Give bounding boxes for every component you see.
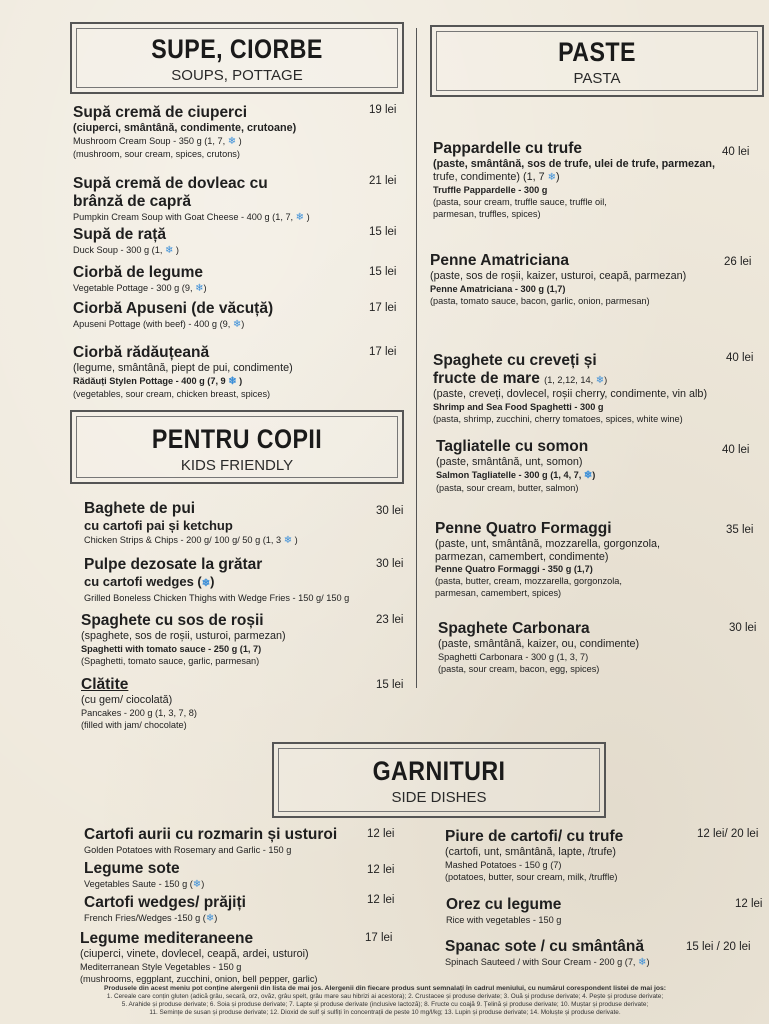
item-text: cu cartofi pai și ketchup [84, 518, 233, 533]
item-text: Cartofi aurii cu rozmarin și usturoi [84, 826, 338, 843]
item-price: 17 lei [365, 932, 393, 944]
menu-item [84, 894, 364, 925]
menu-item [73, 175, 373, 224]
item-text: (mushroom, sour cream, spices, crutons) [73, 148, 240, 159]
item-text: Supă cremă de ciuperci [73, 104, 248, 121]
item-text: Ciorbă Apuseni (de văcuță) [73, 300, 274, 317]
section-title: PENTRU COPII [151, 424, 323, 454]
item-text: Grilled Boneless Chicken Thighs with Wedge Fries - 150 g/ 150 g [84, 593, 350, 603]
item-text: Penne Quatro Formaggi - 350 g (1,7) [435, 564, 593, 574]
item-text: (paste, creveți, dovlecel, roșii cherry, condimente, vin alb) [433, 388, 708, 400]
menu-item [433, 352, 763, 425]
item-text: (pasta, butter, cream, mozzarella, gorgonzola, [435, 576, 622, 586]
item-text: Pulpe dezosate la grătar [84, 556, 263, 573]
item-text: Spaghetti Carbonara - 300 g (1, 3, 7) [438, 651, 589, 662]
frozen-icon: ❄ [283, 535, 293, 546]
item-text: Duck Soup - 300 g (1, ❄ ) [73, 245, 179, 256]
section-title: SUPE, CIORBE [151, 34, 323, 64]
item-text: 5. Arahide și produse derivate; 6. Soia și produse derivate; 7. Lapte și produse derivate (inclusive lactoză); 8. Fructe cu coajă 9. Țelină și produse derivate; 10. Muștar și produse derivate; [121, 1001, 649, 1008]
item-text: Shrimp and Sea Food Spaghetti - 300 g [433, 401, 604, 412]
item-text: Chicken Strips & Chips - 200 g/ 100 g/ 50 g (1, 3 ❄ ) [84, 535, 298, 546]
item-price: 40 lei [722, 444, 750, 456]
item-text: (paste, smântână, sos de trufe, ulei de trufe, parmezan, [433, 158, 715, 170]
item-price: 26 lei [724, 256, 752, 268]
frozen-icon: ❄ [583, 469, 593, 481]
item-text: Spaghete cu creveți și [433, 352, 597, 369]
menu-item [438, 620, 738, 675]
item-text: (paste, unt, smântână, mozzarella, gorgonzola, [435, 538, 661, 550]
item-text: Golden Potatoes with Rosemary and Garlic - 150 g [84, 845, 292, 855]
item-text: (Spaghetti, tomato sauce, garlic, parmesan) [81, 655, 260, 666]
item-price: 40 lei [726, 352, 754, 364]
item-text: Legume sote [84, 860, 180, 877]
item-text: Vegetable Pottage - 300 g (9, ❄) [73, 283, 207, 294]
item-price: 17 lei [369, 302, 397, 314]
item-text: parmezan, camembert, condimente) [435, 550, 609, 563]
column-divider [416, 28, 417, 688]
item-text: (legume, smântână, piept de pui, condimente) [73, 362, 293, 374]
item-text: (pasta, sour cream, bacon, egg, spices) [438, 663, 600, 674]
item-text: Penne Amatriciana [430, 252, 569, 269]
item-text: Spaghete Carbonara [438, 620, 590, 637]
menu-item [84, 500, 374, 547]
frozen-icon: ❄ [232, 319, 242, 330]
menu-item [435, 520, 755, 599]
item-text: (1, 2,12, 14, ❄) [544, 375, 608, 386]
item-price: 19 lei [369, 104, 397, 116]
item-text: Pancakes - 200 g (1, 3, 7, 8) [81, 707, 197, 718]
item-price: 15 lei [376, 679, 404, 691]
item-text: (filled with jam/ chocolate) [81, 719, 187, 730]
item-text: (ciuperci, vinete, dovlecel, ceapă, ardei, usturoi) [80, 948, 309, 960]
item-text: Orez cu legume [446, 896, 562, 913]
section-header-supe [70, 22, 404, 94]
section-subtitle: SOUPS, POTTAGE [171, 67, 303, 84]
item-price: 15 lei / 20 lei [686, 941, 751, 953]
item-price: 17 lei [369, 346, 397, 358]
section-header-garnituri [272, 742, 606, 818]
item-text: Rădăuți Stylen Pottage - 400 g (7, 9 ❄ ) [73, 375, 243, 387]
item-text: fructe de mare [433, 370, 540, 387]
item-text: Salmon Tagliatelle - 300 g (1, 4, 7, ❄) [436, 469, 596, 481]
frozen-icon: ❄ [192, 879, 202, 890]
item-text: (potatoes, butter, sour cream, milk, /truffle) [445, 871, 618, 882]
item-text: Penne Amatriciana - 300 g (1,7) [430, 283, 566, 294]
frozen-icon: ❄ [201, 578, 211, 589]
item-text: Penne Quatro Formaggi [435, 520, 612, 537]
item-text: parmesan, truffles, spices) [433, 209, 541, 219]
item-text: (pasta, sour cream, truffle sauce, truffle oil, [433, 197, 607, 207]
frozen-icon: ❄ [638, 957, 647, 968]
frozen-icon: ❄ [595, 375, 605, 386]
item-text: (cu gem/ ciocolată) [81, 694, 173, 706]
item-text: (vegetables, sour cream, chicken breast, spices) [73, 388, 271, 399]
item-text: Piure de cartofi/ cu trufe [445, 828, 624, 845]
menu-item [84, 826, 374, 856]
section-title: PASTE [558, 37, 636, 67]
item-text: (paste, smântână, kaizer, ou, condimente) [438, 638, 640, 650]
menu-item [446, 896, 696, 926]
frozen-icon: ❄ [205, 913, 215, 924]
section-subtitle: KIDS FRIENDLY [180, 457, 294, 474]
item-price: 12 lei [367, 828, 395, 840]
item-text: Pappardelle cu trufe [433, 140, 583, 157]
menu-item [433, 140, 753, 220]
item-text: 1. Cereale care conțin gluten (adică grâu, secară, orz, ovăz, grâu spelt, grâu mare sau hibrizi ai acestora); 2. Crustacee și produse derivate; 3. Ouă și produse derivate; 4. Pește și produse derivate; [106, 993, 664, 1000]
item-price: 30 lei [376, 505, 404, 517]
item-text: cu cartofi wedges (❄) [84, 574, 215, 589]
item-text: (paste, smântână, unt, somon) [436, 456, 583, 468]
item-text: Mushroom Cream Soup - 350 g (1, 7, ❄ ) [73, 135, 242, 147]
item-text: (mushrooms, eggplant, zucchini, onion, bell pepper, garlic) [80, 973, 318, 984]
item-text: parmesan, camembert, spices) [435, 588, 562, 598]
item-text: Truffle Pappardelle - 300 g [433, 185, 548, 195]
menu-item [81, 612, 371, 667]
item-text: Ciorbă de legume [73, 264, 204, 281]
menu-item [73, 264, 373, 295]
frozen-icon: ❄ [547, 171, 557, 183]
item-price: 30 lei [729, 622, 757, 634]
item-text: Spaghetti with tomato sauce - 250 g (1, 7) [81, 643, 262, 654]
item-price: 21 lei [369, 175, 397, 187]
item-price: 12 lei [367, 894, 395, 906]
item-price: 30 lei [376, 558, 404, 570]
allergen-note [10, 985, 760, 1017]
item-price: 35 lei [726, 524, 754, 536]
item-text: (spaghete, sos de roșii, usturoi, parmezan) [81, 630, 286, 642]
menu-item [445, 938, 685, 969]
item-text: 11. Semințe de susan și produse derivate; 12. Dioxid de sulf și sulfiți în concentrații de peste 10 mg/l/kg; 13. Lupin și produse derivate; 14. Moluște și produse derivate. [149, 1009, 621, 1016]
item-price: 15 lei [369, 226, 397, 238]
item-text: Spaghete cu sos de roșii [81, 612, 264, 629]
item-text: Spanac sote / cu smântână [445, 938, 644, 955]
item-text: (pasta, tomato sauce, bacon, garlic, onion, parmesan) [430, 295, 650, 306]
menu-item [73, 104, 373, 160]
frozen-icon: ❄ [195, 283, 204, 294]
section-subtitle: SIDE DISHES [391, 789, 487, 806]
item-text: Ciorbă rădăuțeană [73, 344, 210, 361]
frozen-icon: ❄ [164, 245, 174, 256]
frozen-icon: ❄ [228, 375, 237, 387]
item-text: (paste, sos de roșii, kaizer, usturoi, ceapă, parmezan) [430, 270, 687, 282]
menu-item [445, 828, 675, 883]
item-text: Supă de rață [73, 226, 167, 243]
menu-item [73, 226, 373, 257]
item-text: Tagliatelle cu somon [436, 438, 589, 455]
item-text: Rice with vegetables - 150 g [446, 915, 562, 925]
menu-item [84, 860, 364, 891]
item-text: Pumpkin Cream Soup with Goat Cheese - 400 g (1, 7, ❄ ) [73, 212, 310, 223]
item-text: Legume mediteraneene [80, 930, 254, 947]
item-price: 12 lei/ 20 lei [697, 828, 759, 840]
frozen-icon: ❄ [295, 212, 305, 223]
section-header-copii [70, 410, 404, 484]
item-text: Apuseni Pottage (with beef) - 400 g (9, ❄) [73, 319, 245, 330]
item-text: French Fries/Wedges -150 g (❄) [84, 913, 218, 924]
item-text: brânză de capră [73, 193, 192, 210]
menu-item [430, 252, 750, 307]
section-title: GARNITURI [372, 756, 506, 786]
item-price: 15 lei [369, 266, 397, 278]
item-text: Clătite [81, 676, 129, 693]
item-text: (cartofi, unt, smântână, lapte, /trufe) [445, 846, 617, 858]
item-text: (pasta, shrimp, zucchini, cherry tomatoes, spices, white wine) [433, 413, 683, 424]
section-header-paste [430, 25, 764, 97]
menu-item [80, 930, 380, 985]
menu-item [81, 676, 371, 731]
item-text: Baghete de pui [84, 500, 196, 517]
item-text: trufe, condimente) (1, 7 ❄) [433, 170, 560, 183]
item-price: 12 lei [735, 898, 763, 910]
item-text: (pasta, sour cream, butter, salmon) [436, 482, 579, 493]
item-text: Mediterranean Style Vegetables - 150 g [80, 961, 242, 972]
menu-item [436, 438, 756, 494]
menu-item [73, 344, 393, 400]
item-text: Mashed Potatoes - 150 g (7) [445, 859, 562, 870]
item-text: Cartofi wedges/ prăjiți [84, 894, 246, 911]
menu-item [73, 300, 373, 331]
section-subtitle: PASTA [573, 70, 621, 87]
menu-item [84, 556, 404, 604]
item-text: (ciuperci, smântână, condimente, crutoane) [73, 122, 297, 134]
item-text: Supă cremă de dovleac cu [73, 175, 268, 192]
frozen-icon: ❄ [227, 135, 237, 147]
item-price: 23 lei [376, 614, 404, 626]
item-text: Vegetables Saute - 150 g (❄) [84, 879, 205, 890]
item-price: 12 lei [367, 864, 395, 876]
item-price: 40 lei [722, 146, 750, 158]
item-text: Spinach Sauteed / with Sour Cream - 200 g (7, ❄) [445, 957, 650, 968]
item-text: Produsele din acest meniu pot conține alergenii din lista de mai jos. Alergenii din fiecare produs sunt semnalați în cadrul meniului, cu numărul corespondent listei de mai jos: [103, 985, 667, 992]
